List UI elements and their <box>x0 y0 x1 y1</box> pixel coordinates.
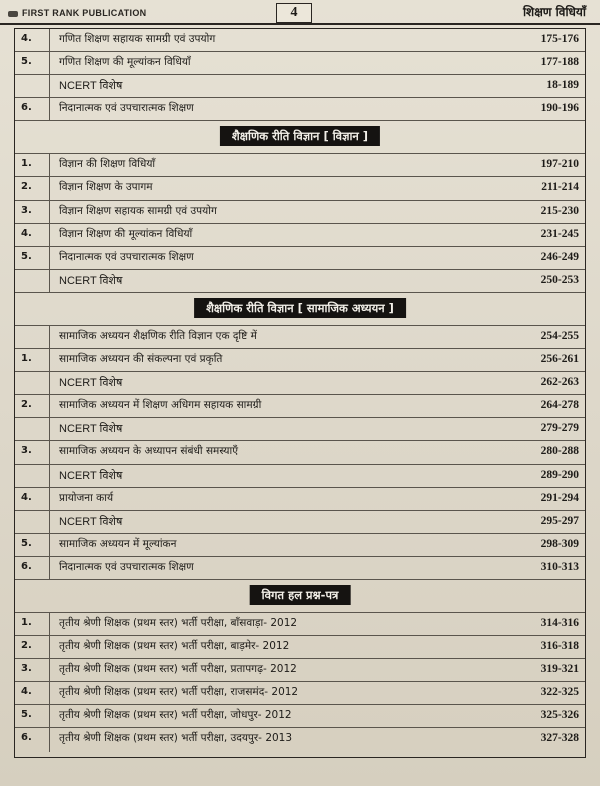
page-range: 322-325 <box>540 686 579 699</box>
column-divider <box>49 705 50 727</box>
page-range: 327-328 <box>540 732 579 745</box>
page-range: 231-245 <box>540 227 579 240</box>
column-divider <box>49 177 50 199</box>
chapter-number: 1. <box>21 353 32 365</box>
page-range: 314-316 <box>540 616 579 629</box>
chapter-title: तृतीय श्रेणी शिक्षक (प्रथम स्तर) भर्ती परीक्षा, उदयपुर- 2013 <box>59 732 293 745</box>
toc-row <box>15 488 585 511</box>
column-divider <box>49 372 50 394</box>
chapter-title: तृतीय श्रेणी शिक्षक (प्रथम स्तर) भर्ती परीक्षा, बाँसवाड़ा- 2012 <box>59 616 298 629</box>
column-divider <box>49 326 50 348</box>
toc-row <box>15 326 585 349</box>
column-divider <box>49 418 50 440</box>
table-of-contents <box>14 28 586 758</box>
header-rule <box>0 23 600 25</box>
page-range: 291-294 <box>540 491 579 504</box>
column-divider <box>49 154 50 176</box>
publisher-name: FIRST RANK PUBLICATION <box>8 8 146 18</box>
chapter-number: 1. <box>21 616 32 628</box>
page-range: 289-290 <box>540 468 579 481</box>
chapter-number: 5. <box>21 250 32 262</box>
toc-row <box>15 465 585 488</box>
chapter-number: 3. <box>21 445 32 457</box>
chapter-title: तृतीय श्रेणी शिक्षक (प्रथम स्तर) भर्ती परीक्षा, जोधपुर- 2012 <box>59 709 292 722</box>
column-divider <box>49 441 50 463</box>
chapter-title: NCERT विशेष <box>59 377 123 390</box>
page-range: 215-230 <box>540 204 579 217</box>
column-divider <box>49 613 50 635</box>
toc-row <box>15 682 585 705</box>
chapter-number: 4. <box>21 227 32 239</box>
page-range: 264-278 <box>540 399 579 412</box>
section-title: शैक्षणिक रीति विज्ञान [ सामाजिक अध्ययन ] <box>194 298 406 318</box>
page-range: 197-210 <box>540 158 579 171</box>
chapter-title: तृतीय श्रेणी शिक्षक (प्रथम स्तर) भर्ती परीक्षा, राजसमंद- 2012 <box>59 686 299 699</box>
page-range: 246-249 <box>540 250 579 263</box>
column-divider <box>49 98 50 120</box>
column-divider <box>49 201 50 223</box>
column-divider <box>49 270 50 292</box>
toc-row <box>15 395 585 418</box>
chapter-number: 2. <box>21 181 32 193</box>
page-range: 18-189 <box>546 79 579 92</box>
page-range: 190-196 <box>540 102 579 115</box>
page-range: 325-326 <box>540 709 579 722</box>
chapter-title: गणित शिक्षण सहायक सामग्री एवं उपयोग <box>59 33 216 45</box>
toc-row <box>15 636 585 659</box>
chapter-title: सामाजिक अध्ययन शैक्षणिक रीति विज्ञान एक दृष्टि में <box>59 329 257 342</box>
chapter-title: विज्ञान की शिक्षण विधियाँ <box>59 158 156 171</box>
page-number: 4 <box>276 3 312 23</box>
toc-row <box>15 224 585 247</box>
chapter-title: NCERT विशेष <box>59 469 123 482</box>
toc-row <box>15 177 585 200</box>
chapter-number: 4. <box>21 491 32 503</box>
column-divider <box>49 395 50 417</box>
chapter-number: 4. <box>21 686 32 698</box>
chapter-number: 6. <box>21 732 32 744</box>
column-divider <box>49 682 50 704</box>
chapter-title: NCERT विशेष <box>59 515 123 528</box>
chapter-title: NCERT विशेष <box>59 80 123 93</box>
toc-row <box>15 247 585 270</box>
chapter-number: 2. <box>21 399 32 411</box>
column-divider <box>49 534 50 556</box>
page-range: 175-176 <box>540 33 579 45</box>
chapter-title: सामाजिक अध्ययन के अध्यापन संबंधी समस्याएँ <box>59 445 239 458</box>
toc-row <box>15 728 585 751</box>
section-title: शैक्षणिक रीति विज्ञान [ विज्ञान ] <box>220 126 380 146</box>
chapter-title: विज्ञान शिक्षण के उपागम <box>59 181 153 194</box>
toc-row <box>15 441 585 464</box>
toc-row <box>15 705 585 728</box>
toc-row <box>15 75 585 98</box>
running-title: शिक्षण विधियाँ <box>522 5 586 19</box>
column-divider <box>49 728 50 751</box>
chapter-number: 3. <box>21 204 32 216</box>
page-range: 211-214 <box>541 181 579 194</box>
toc-row <box>15 52 585 75</box>
column-divider <box>49 52 50 74</box>
chapter-title: NCERT विशेष <box>59 274 123 287</box>
chapter-number: 4. <box>21 33 32 44</box>
chapter-title: निदानात्मक एवं उपचारात्मक शिक्षण <box>59 560 194 573</box>
toc-row <box>15 557 585 580</box>
chapter-title: तृतीय श्रेणी शिक्षक (प्रथम स्तर) भर्ती परीक्षा, प्रतापगढ़- 2012 <box>59 663 297 676</box>
chapter-number: 5. <box>21 709 32 721</box>
chapter-title: गणित शिक्षण की मूल्यांकन विधियाँ <box>59 56 191 69</box>
toc-row <box>15 372 585 395</box>
section-header <box>15 580 585 613</box>
toc-row <box>15 534 585 557</box>
page-range: 254-255 <box>540 329 579 342</box>
page-range: 279-279 <box>540 422 579 435</box>
column-divider <box>49 247 50 269</box>
page-range: 280-288 <box>540 445 579 458</box>
chapter-number: 1. <box>21 158 32 170</box>
page-range: 262-263 <box>540 376 579 389</box>
toc-row <box>15 613 585 636</box>
chapter-title: विज्ञान शिक्षण की मूल्यांकन विधियाँ <box>59 227 193 240</box>
chapter-title: निदानात्मक एवं उपचारात्मक शिक्षण <box>59 250 194 263</box>
chapter-title: तृतीय श्रेणी शिक्षक (प्रथम स्तर) भर्ती परीक्षा, बाड़मेर- 2012 <box>59 640 290 653</box>
page-range: 310-313 <box>540 560 579 573</box>
toc-row <box>15 659 585 682</box>
chapter-number: 2. <box>21 640 32 652</box>
page-range: 298-309 <box>540 537 579 550</box>
column-divider <box>49 349 50 371</box>
chapter-number: 6. <box>21 560 32 572</box>
page-range: 250-253 <box>540 273 579 286</box>
toc-row <box>15 201 585 224</box>
chapter-title: सामाजिक अध्ययन में शिक्षण अधिगम सहायक सामग्री <box>59 399 262 412</box>
chapter-number: 5. <box>21 537 32 549</box>
chapter-title: सामाजिक अध्ययन की संकल्पना एवं प्रकृति <box>59 353 223 366</box>
chapter-number: 3. <box>21 663 32 675</box>
page-range: 316-318 <box>540 640 579 653</box>
column-divider <box>49 557 50 579</box>
toc-row <box>15 270 585 293</box>
chapter-number: 5. <box>21 56 32 68</box>
section-title: विगत हल प्रश्न-पत्र <box>250 585 351 605</box>
page-range: 177-188 <box>540 56 579 69</box>
chapter-title: निदानात्मक एवं उपचारात्मक शिक्षण <box>59 102 194 115</box>
section-header <box>15 293 585 326</box>
page-range: 295-297 <box>540 514 579 527</box>
toc-row <box>15 98 585 121</box>
page-header <box>0 0 600 26</box>
column-divider <box>49 636 50 658</box>
column-divider <box>49 224 50 246</box>
column-divider <box>49 488 50 510</box>
toc-row <box>15 511 585 534</box>
column-divider <box>49 465 50 487</box>
toc-row <box>15 154 585 177</box>
toc-row <box>15 349 585 372</box>
column-divider <box>49 75 50 97</box>
page-range: 319-321 <box>540 663 579 676</box>
chapter-number: 6. <box>21 102 32 114</box>
section-header <box>15 121 585 154</box>
column-divider <box>49 511 50 533</box>
column-divider <box>49 659 50 681</box>
toc-row <box>15 29 585 52</box>
chapter-title: सामाजिक अध्ययन में मूल्यांकन <box>59 537 177 550</box>
column-divider <box>49 29 50 51</box>
chapter-title: प्रायोजना कार्य <box>59 491 114 504</box>
toc-row <box>15 418 585 441</box>
page-range: 256-261 <box>540 353 579 366</box>
chapter-title: NCERT विशेष <box>59 423 123 436</box>
chapter-title: विज्ञान शिक्षण सहायक सामग्री एवं उपयोग <box>59 204 217 217</box>
